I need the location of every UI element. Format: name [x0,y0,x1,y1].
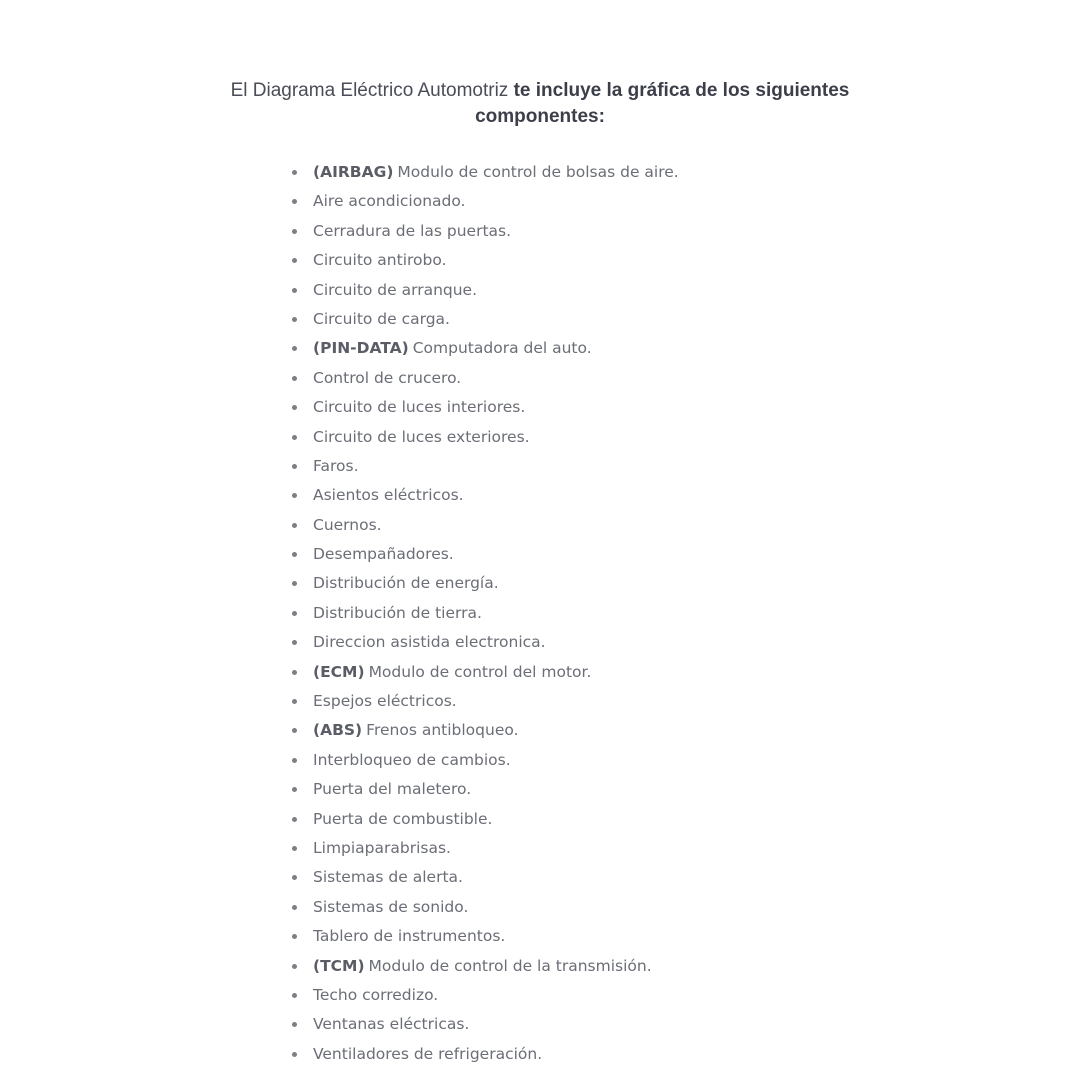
list-item [292,305,679,334]
list-item [292,187,679,216]
bullet-icon [292,875,297,880]
bullet-icon [292,405,297,410]
component-code: (TCM) [313,956,365,975]
component-text: Cerradura de las puertas. [313,221,512,240]
component-text: Faros. [313,456,359,475]
list-item [292,952,679,981]
component-text: Techo corredizo. [313,985,439,1004]
bullet-icon [292,611,297,616]
component-text: Computadora del auto. [412,339,592,358]
bullet-icon [292,435,297,440]
component-text: Asientos eléctricos. [313,486,464,505]
bullet-icon [292,229,297,234]
bullet-icon [292,199,297,204]
bullet-icon [292,905,297,910]
list-item [292,628,679,657]
component-text: Aire acondicionado. [313,192,466,211]
list-item [292,805,679,834]
bullet-icon [292,728,297,733]
bullet-icon [292,1052,297,1057]
list-item [292,423,679,452]
component-text: Modulo de control de bolsas de aire. [397,163,679,181]
list-item [292,658,679,687]
component-text: Circuito de luces exteriores. [313,427,530,446]
bullet-icon [292,581,297,586]
bullet-icon [292,376,297,381]
list-item [292,599,679,628]
bullet-icon [292,993,297,998]
bullet-icon [292,758,297,763]
heading-normal-text: El Diagrama Eléctrico Automotriz [230,80,509,101]
heading-bold-text: te incluye la gráfica de los siguientes componentes: [475,80,850,127]
bullet-icon [292,258,297,263]
component-text: Modulo de control de la transmisión. [368,956,652,975]
bullet-icon [292,934,297,939]
list-item [292,834,679,863]
list-item [292,334,679,363]
list-item [292,863,679,892]
list-item [292,687,679,716]
bullet-icon [292,288,297,293]
bullet-icon [292,464,297,469]
component-text: Control de crucero. [313,368,462,387]
component-text: Distribución de energía. [313,574,499,593]
component-text: Modulo de control del motor. [368,662,592,681]
list-item [292,981,679,1010]
bullet-icon [292,846,297,851]
list-item [292,217,679,246]
list-item [292,746,679,775]
bullet-icon [292,670,297,675]
bullet-icon [292,493,297,498]
component-text: Circuito de carga. [313,309,450,328]
bullet-icon [292,552,297,557]
list-item [292,364,679,393]
bullet-icon [292,170,297,175]
component-text: Circuito de luces interiores. [313,398,526,417]
list-item [292,1010,679,1039]
bullet-icon [292,346,297,351]
list-item [292,893,679,922]
list-item [292,569,679,598]
component-text: Sistemas de sonido. [313,897,469,916]
list-item [292,158,679,187]
component-code: (ABS) [313,721,363,740]
component-text: Espejos eléctricos. [313,692,457,711]
bullet-icon [292,523,297,528]
component-text: Desempañadores. [313,545,454,564]
component-text: Direccion asistida electronica. [313,633,546,652]
list-item [292,276,679,305]
list-item [292,393,679,422]
component-text: Ventanas eléctricas. [313,1015,470,1034]
bullet-icon [292,317,297,322]
bullet-icon [292,787,297,792]
component-text: Puerta del maletero. [313,780,472,799]
list-item [292,1040,679,1069]
list-item [292,775,679,804]
bullet-icon [292,817,297,822]
list-item [292,481,679,510]
component-text: Interbloqueo de cambios. [313,750,511,769]
list-item [292,511,679,540]
intro-heading [200,78,880,130]
component-text: Distribución de tierra. [313,603,482,622]
component-code: (PIN-DATA) [313,339,409,358]
component-text: Frenos antibloqueo. [366,721,519,740]
component-text: Circuito antirobo. [313,251,447,270]
component-text: Circuito de arranque. [313,280,478,299]
component-text: Puerta de combustible. [313,809,493,828]
component-text: Cuernos. [313,515,382,534]
component-text: Limpiaparabrisas. [313,838,451,857]
list-item [292,540,679,569]
component-list [292,158,679,1069]
component-text: Ventiladores de refrigeración. [313,1044,543,1063]
component-text: Sistemas de alerta. [313,868,463,887]
list-item [292,452,679,481]
component-text: Tablero de instrumentos. [313,927,506,946]
bullet-icon [292,699,297,704]
list-item [292,922,679,951]
component-code: (ECM) [313,662,365,681]
bullet-icon [292,964,297,969]
bullet-icon [292,640,297,645]
component-code: (AIRBAG) [313,163,394,181]
bullet-icon [292,1022,297,1027]
list-item [292,246,679,275]
list-item [292,716,679,745]
